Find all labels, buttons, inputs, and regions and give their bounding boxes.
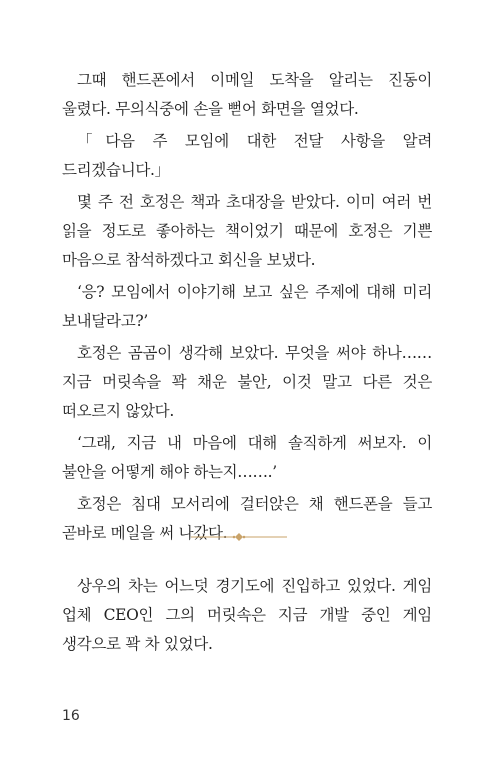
paragraph: ‘응? 모임에서 이야기해 보고 싶은 주제에 대해 미리 보내달라고?’ <box>62 283 432 330</box>
divider-dot-left <box>233 536 236 539</box>
section-divider-ornament <box>191 531 287 543</box>
section-1-body <box>62 66 432 551</box>
paragraph: 「다음 주 모임에 대한 전달 사항을 알려 드리겠습니다.」 <box>62 132 432 179</box>
divider-diamond <box>235 533 243 541</box>
divider-dot-right <box>243 536 246 539</box>
paragraph: 호정은 침대 모서리에 걸터앉은 채 핸드폰을 들고 곧바로 메일을 써 나갔다. <box>62 495 432 542</box>
paragraph: 호정은 곰곰이 생각해 보았다. 무엇을 써야 하나…… 지금 머릿속을 꽉 채운 불안, 이것 말고 다른 것은 떠오르지 않았다. <box>62 344 432 420</box>
paragraph: 몇 주 전 호정은 책과 초대장을 받았다. 이미 여러 번 읽을 정도로 좋아하는 책이었기 때문에 호정은 기쁜 마음으로 참석하겠다고 회신을 보냈다. <box>62 193 432 269</box>
paragraph: 그때 핸드폰에서 이메일 도착을 알리는 진동이 울렸다. 무의식중에 손을 뻗어 화면을 열었다. <box>62 71 432 118</box>
paragraph: 상우의 차는 어느덧 경기도에 진입하고 있었다. 게임 업체 CEO인 그의 머릿속은 지금 개발 중인 게임 생각으로 꽉 차 있었다. <box>62 577 432 653</box>
page-number: 16 <box>62 708 80 724</box>
section-2-body <box>62 572 432 662</box>
paragraph: ‘그래, 지금 내 마음에 대해 솔직하게 써보자. 이 불안을 어떻게 해야 하는지…….’ <box>62 434 432 481</box>
